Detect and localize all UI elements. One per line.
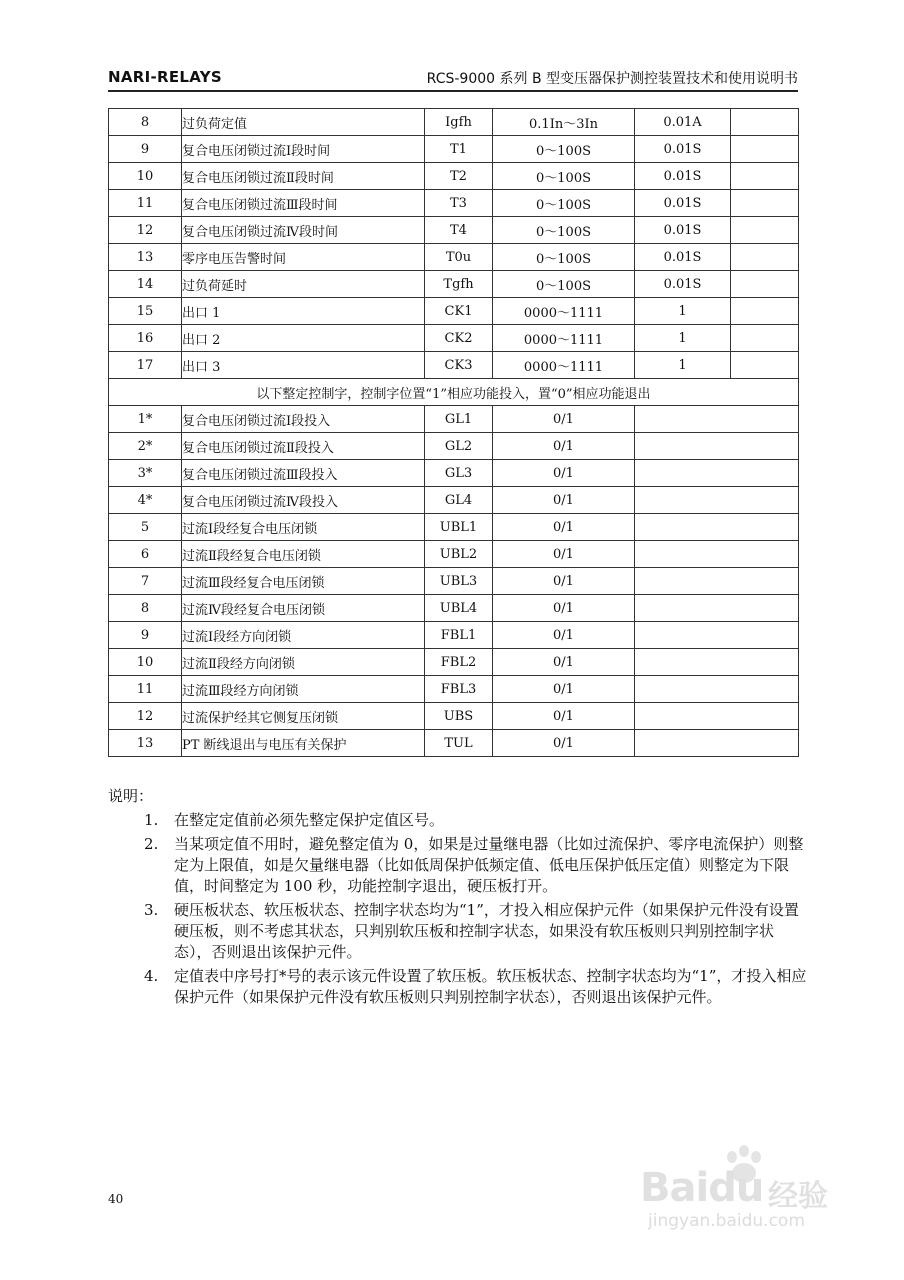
table-cell: T1 <box>425 136 493 163</box>
table-row <box>109 163 799 190</box>
table-row <box>109 649 799 676</box>
table-cell: 0.01A <box>635 109 731 136</box>
table-row <box>109 703 799 730</box>
table-cell <box>731 217 799 244</box>
table-cell: 10 <box>109 163 182 190</box>
table-cell: 复合电压闭锁过流Ⅳ段投入 <box>182 487 425 514</box>
table-cell: 出口 1 <box>182 298 425 325</box>
table-cell <box>635 622 799 649</box>
table-cell <box>731 271 799 298</box>
table-row <box>109 406 799 433</box>
table-cell: T0u <box>425 244 493 271</box>
table-cell: 0/1 <box>493 595 635 622</box>
table-cell: 0～100S <box>493 271 635 298</box>
settings-table <box>108 108 799 757</box>
table-cell: PT 断线退出与电压有关保护 <box>182 730 425 757</box>
note-item <box>108 966 808 1008</box>
table-row <box>109 352 799 379</box>
table-cell <box>731 163 799 190</box>
table-cell: 0～100S <box>493 244 635 271</box>
table-cell <box>635 703 799 730</box>
table-cell <box>731 190 799 217</box>
table-cell: 17 <box>109 352 182 379</box>
table-row <box>109 136 799 163</box>
table-cell: CK3 <box>425 352 493 379</box>
table-cell: 0/1 <box>493 487 635 514</box>
table-row <box>109 541 799 568</box>
note-item <box>108 834 808 897</box>
table-cell <box>635 568 799 595</box>
table-cell: 0/1 <box>493 703 635 730</box>
table-cell: 8 <box>109 595 182 622</box>
table-cell: 9 <box>109 622 182 649</box>
table-cell: 以下整定控制字，控制字位置“1”相应功能投入，置“0”相应功能退出 <box>109 379 799 406</box>
table-row <box>109 190 799 217</box>
table-cell: 6 <box>109 541 182 568</box>
header-rule <box>108 90 798 92</box>
table-cell: Tgfh <box>425 271 493 298</box>
table-cell: GL4 <box>425 487 493 514</box>
table-cell: 出口 3 <box>182 352 425 379</box>
table-cell <box>635 433 799 460</box>
table-cell: GL3 <box>425 460 493 487</box>
table-cell: 复合电压闭锁过流Ⅳ段时间 <box>182 217 425 244</box>
table-cell: GL2 <box>425 433 493 460</box>
table-cell: 0/1 <box>493 406 635 433</box>
table-row <box>109 244 799 271</box>
table-cell: 11 <box>109 190 182 217</box>
note-text: 定值表中序号打*号的表示该元件设置了软压板。软压板状态、控制字状态均为“1”，才投入相应保护元件（如果保护元件没有软压板则只判别控制字状态），否则退出该保护元件。 <box>174 967 807 1006</box>
table-row <box>109 433 799 460</box>
table-cell: 0.01S <box>635 163 731 190</box>
table-cell: 过负荷定值 <box>182 109 425 136</box>
table-cell: 0.01S <box>635 190 731 217</box>
watermark-url: jingyan.baidu.com <box>648 1211 805 1231</box>
table-cell: 0～100S <box>493 163 635 190</box>
table-cell: 5 <box>109 514 182 541</box>
table-row <box>109 325 799 352</box>
table-cell: 8 <box>109 109 182 136</box>
note-number: 2. <box>144 835 159 853</box>
table-cell: CK2 <box>425 325 493 352</box>
table-cell: TUL <box>425 730 493 757</box>
table-cell <box>731 109 799 136</box>
brand-logo-text: NARI-RELAYS <box>108 68 223 86</box>
table-cell: 0/1 <box>493 514 635 541</box>
table-cell <box>731 325 799 352</box>
table-cell: 4* <box>109 487 182 514</box>
table-row <box>109 460 799 487</box>
table-cell: 复合电压闭锁过流Ⅰ段投入 <box>182 406 425 433</box>
note-number: 1. <box>144 811 159 829</box>
table-cell: FBL3 <box>425 676 493 703</box>
note-text: 硬压板状态、软压板状态、控制字状态均为“1”，才投入相应保护元件（如果保护元件没有设置硬压板，则不考虑其状态，只判别软压板和控制字状态，如果没有软压板则只判别控制字状态），否则退出该保护元件。 <box>174 901 799 961</box>
table-cell: 2* <box>109 433 182 460</box>
table-cell: 13 <box>109 244 182 271</box>
baidu-jingyan-watermark <box>640 1145 850 1245</box>
table-row <box>109 109 799 136</box>
table-cell: 0/1 <box>493 649 635 676</box>
page-number: 40 <box>108 1192 124 1206</box>
table-cell: 1 <box>635 298 731 325</box>
table-row <box>109 271 799 298</box>
table-cell: 10 <box>109 649 182 676</box>
table-cell: 过流Ⅲ段经复合电压闭锁 <box>182 568 425 595</box>
note-item <box>108 900 808 963</box>
table-row <box>109 730 799 757</box>
settings-table-body <box>109 109 799 757</box>
table-cell: 0/1 <box>493 730 635 757</box>
watermark-word: Baidu <box>640 1165 764 1211</box>
table-cell <box>635 649 799 676</box>
table-cell: GL1 <box>425 406 493 433</box>
table-cell: 复合电压闭锁过流Ⅰ段时间 <box>182 136 425 163</box>
note-text: 当某项定值不用时，避免整定值为 0，如果是过量继电器（比如过流保护、零序电流保护）则整定为上限值，如是欠量继电器（比如低周保护低频定值、低电压保护低压定值）则整定为下限值，时间整定为 100 秒，功能控制字退出，硬压板打开。 <box>174 835 804 895</box>
page-header <box>108 66 798 92</box>
table-cell <box>635 406 799 433</box>
table-cell: FBL1 <box>425 622 493 649</box>
table-cell: 0000～1111 <box>493 298 635 325</box>
table-cell: 过流Ⅰ段经方向闭锁 <box>182 622 425 649</box>
table-cell: 15 <box>109 298 182 325</box>
table-cell: 复合电压闭锁过流Ⅲ段时间 <box>182 190 425 217</box>
note-item <box>108 810 808 831</box>
table-cell: T4 <box>425 217 493 244</box>
table-row <box>109 298 799 325</box>
table-cell: 3* <box>109 460 182 487</box>
table-cell: UBS <box>425 703 493 730</box>
table-cell: 0/1 <box>493 568 635 595</box>
table-row <box>109 514 799 541</box>
table-cell: 0.01S <box>635 271 731 298</box>
table-cell: Igfh <box>425 109 493 136</box>
table-cell <box>635 541 799 568</box>
table-cell: 9 <box>109 136 182 163</box>
table-cell: 复合电压闭锁过流Ⅱ段时间 <box>182 163 425 190</box>
table-cell: 0/1 <box>493 433 635 460</box>
note-text: 在整定定值前必须先整定保护定值区号。 <box>174 811 445 829</box>
table-cell: 过流Ⅱ段经方向闭锁 <box>182 649 425 676</box>
table-cell: 过流Ⅱ段经复合电压闭锁 <box>182 541 425 568</box>
table-cell: UBL2 <box>425 541 493 568</box>
table-cell: FBL2 <box>425 649 493 676</box>
table-cell <box>731 352 799 379</box>
table-cell <box>635 514 799 541</box>
table-cell <box>635 487 799 514</box>
table-cell: 过流保护经其它侧复压闭锁 <box>182 703 425 730</box>
table-cell: 过流Ⅳ段经复合电压闭锁 <box>182 595 425 622</box>
table-cell: 0/1 <box>493 460 635 487</box>
notes-section <box>108 786 808 1011</box>
table-cell: 0/1 <box>493 622 635 649</box>
table-cell: 12 <box>109 217 182 244</box>
table-cell: 0/1 <box>493 676 635 703</box>
table-row <box>109 568 799 595</box>
document-title: RCS-9000 系列 B 型变压器保护测控装置技术和使用说明书 <box>426 71 798 87</box>
notes-list <box>108 810 808 1008</box>
table-cell: 0～100S <box>493 136 635 163</box>
table-cell: 0000～1111 <box>493 325 635 352</box>
table-cell: 复合电压闭锁过流Ⅲ段投入 <box>182 460 425 487</box>
table-cell <box>635 460 799 487</box>
table-cell <box>731 244 799 271</box>
table-cell: 0000～1111 <box>493 352 635 379</box>
table-cell: 出口 2 <box>182 325 425 352</box>
table-cell: 14 <box>109 271 182 298</box>
table-cell: 1* <box>109 406 182 433</box>
table-cell: 0.1In～3In <box>493 109 635 136</box>
table-cell: 7 <box>109 568 182 595</box>
table-cell: 过流Ⅲ段经方向闭锁 <box>182 676 425 703</box>
table-cell: UBL4 <box>425 595 493 622</box>
table-cell: 零序电压告警时间 <box>182 244 425 271</box>
table-cell: 0.01S <box>635 136 731 163</box>
table-cell: 过流Ⅰ段经复合电压闭锁 <box>182 514 425 541</box>
table-cell <box>635 595 799 622</box>
table-row <box>109 487 799 514</box>
table-cell: 0～100S <box>493 217 635 244</box>
table-note-row <box>109 379 799 406</box>
table-row <box>109 622 799 649</box>
table-cell <box>635 730 799 757</box>
note-number: 4. <box>144 967 159 985</box>
table-cell: 11 <box>109 676 182 703</box>
table-row <box>109 217 799 244</box>
table-cell: T2 <box>425 163 493 190</box>
table-cell <box>635 676 799 703</box>
table-cell: 复合电压闭锁过流Ⅱ段投入 <box>182 433 425 460</box>
table-cell: 13 <box>109 730 182 757</box>
table-cell: 0.01S <box>635 244 731 271</box>
table-cell: UBL3 <box>425 568 493 595</box>
table-cell: 过负荷延时 <box>182 271 425 298</box>
notes-heading: 说明： <box>108 787 154 805</box>
note-number: 3. <box>144 901 159 919</box>
table-cell: 16 <box>109 325 182 352</box>
table-cell: 0～100S <box>493 190 635 217</box>
table-cell: 12 <box>109 703 182 730</box>
table-cell: 1 <box>635 325 731 352</box>
table-row <box>109 676 799 703</box>
table-cell: T3 <box>425 190 493 217</box>
table-cell <box>731 136 799 163</box>
table-cell <box>731 298 799 325</box>
watermark-cn: 经验 <box>768 1179 828 1214</box>
table-cell: 1 <box>635 352 731 379</box>
table-cell: 0.01S <box>635 217 731 244</box>
table-row <box>109 595 799 622</box>
table-cell: 0/1 <box>493 541 635 568</box>
table-cell: UBL1 <box>425 514 493 541</box>
table-cell: CK1 <box>425 298 493 325</box>
